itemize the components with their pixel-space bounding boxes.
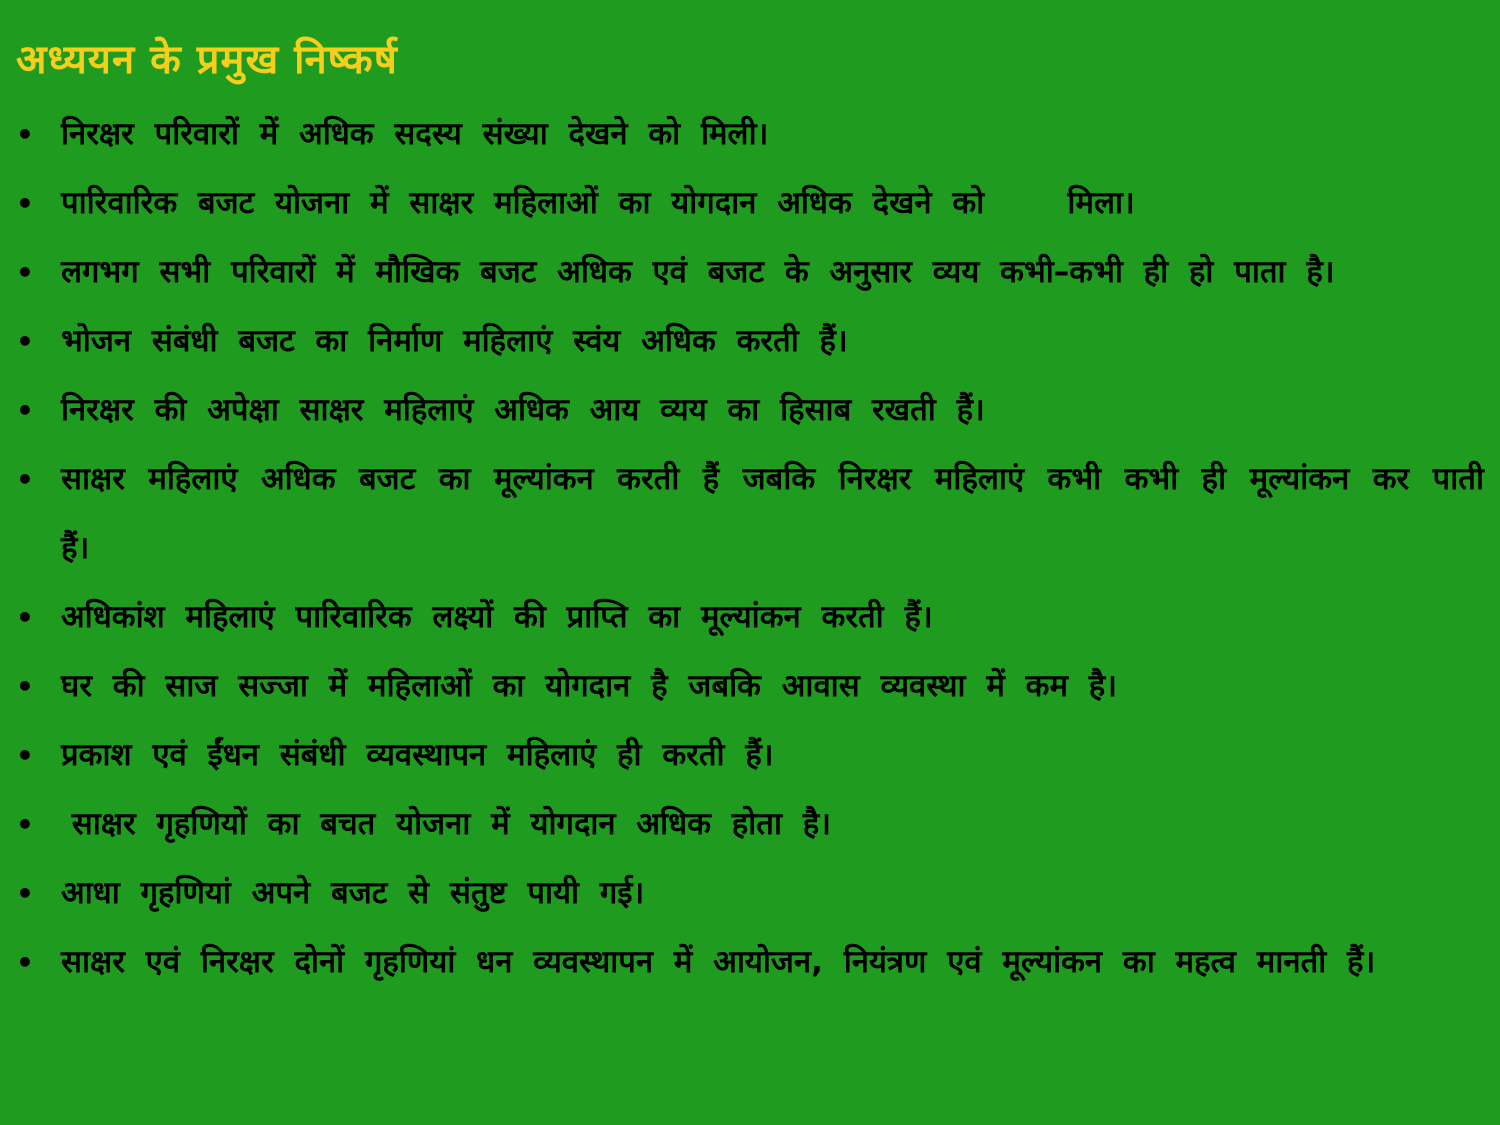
finding-item — [16, 376, 1484, 445]
finding-text: भोजन संबंधी बजट का निर्माण महिलाएं स्वंय अधिक करती हैं। — [61, 323, 848, 359]
bullet-icon: • — [16, 877, 34, 910]
findings-list — [16, 100, 1484, 997]
bullet-icon: • — [16, 118, 34, 151]
finding-text: लगभग सभी परिवारों में मौखिक बजट अधिक एवं बजट के अनुसार व्यय कभी–कभी ही हो पाता है। — [61, 254, 1335, 290]
finding-item — [16, 859, 1484, 928]
bullet-icon: • — [16, 187, 34, 220]
bullet-icon: • — [16, 601, 34, 634]
finding-text: प्रकाश एवं ईंधन संबंधी व्यवस्थापन महिलाएं ही करती हैं। — [61, 737, 774, 773]
finding-text: निरक्षर परिवारों में अधिक सदस्य संख्या देखने को मिली। — [61, 116, 769, 152]
bullet-icon: • — [16, 670, 34, 703]
bullet-icon: • — [16, 325, 34, 358]
bullet-icon: • — [16, 808, 34, 841]
finding-item — [16, 307, 1484, 376]
finding-item — [16, 100, 1484, 169]
finding-item — [16, 445, 1484, 583]
finding-item — [16, 721, 1484, 790]
finding-item — [16, 928, 1484, 997]
finding-text: अधिकांश महिलाएं पारिवारिक लक्ष्यों की प्राप्ति का मूल्यांकन करती हैं। — [61, 599, 933, 635]
finding-item — [16, 169, 1484, 238]
finding-text: साक्षर गृहणियों का बचत योजना में योगदान अधिक होता है। — [61, 806, 832, 842]
finding-text: घर की साज सज्जा में महिलाओं का योगदान है जबकि आवास व्यवस्था में कम है। — [61, 668, 1118, 704]
finding-text: साक्षर एवं निरक्षर दोनों गृहणियां धन व्यवस्थापन में आयोजन, नियंत्रण एवं मूल्यांकन का महत्व मानती हैं। — [61, 944, 1376, 980]
finding-item — [16, 238, 1484, 307]
finding-item — [16, 652, 1484, 721]
bullet-icon: • — [16, 394, 34, 427]
bullet-icon: • — [16, 739, 34, 772]
finding-text: साक्षर महिलाएं अधिक बजट का मूल्यांकन करती हैं जबकि निरक्षर महिलाएं कभी कभी ही मूल्यांकन कर पाती हैं। — [61, 461, 1484, 566]
slide-title: अध्ययन के प्रमुख निष्कर्ष — [16, 37, 398, 83]
bullet-icon: • — [16, 946, 34, 979]
finding-item — [16, 583, 1484, 652]
finding-text: आधा गृहणियां अपने बजट से संतुष्ट पायी गई। — [61, 875, 645, 911]
bullet-icon: • — [16, 256, 34, 289]
finding-text: निरक्षर की अपेक्षा साक्षर महिलाएं अधिक आय व्यय का हिसाब रखती हैं। — [61, 392, 985, 428]
finding-text: पारिवारिक बजट योजना में साक्षर महिलाओं का योगदान अधिक देखने को मिला। — [61, 185, 1135, 221]
finding-item — [16, 790, 1484, 859]
bullet-icon: • — [16, 463, 34, 496]
